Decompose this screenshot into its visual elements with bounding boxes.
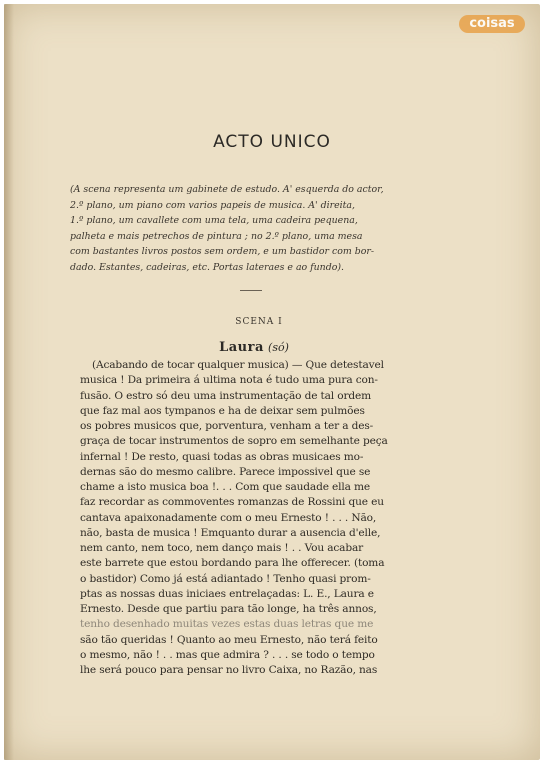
book-page (4, 4, 540, 760)
text-line: o bastidor) Como já está adiantado ! Tenho quasi prom- (80, 572, 371, 585)
text-line: Ernesto. Desde que partiu para tão longe, ha três annos, (80, 603, 377, 615)
text-line: faz recordar as commoventes romanzas de Rossini que eu (80, 496, 384, 509)
character-name: Laura (219, 340, 264, 355)
text-line: graça de tocar instrumentos de sopro em semelhante peça (80, 435, 388, 448)
text-line: infernal ! De resto, quasi todas as obras musicaes mo- (80, 450, 364, 463)
text-line: fusão. O estro só deu uma instrumentação de tal ordem (80, 389, 372, 402)
stage-line: 1.º plano, um cavallete com uma tela, uma cadeira pequena, (70, 215, 358, 226)
section-divider (240, 290, 262, 291)
text-line: lhe será pouco para pensar no livro Caixa, no Razão, nas (80, 664, 378, 676)
text-line: nem canto, nem toco, nem danço mais ! . . Vou acabar (80, 542, 364, 554)
text-line: tenho desenhado muitas vezes estas duas letras que me (80, 618, 374, 631)
stage-line: dado. Estantes, cadeiras, etc. Portas lateraes e ao fundo). (70, 261, 345, 273)
watermark-logo: coisas (459, 15, 525, 33)
text-line: o mesmo, não ! . . mas que admira ? . . . se todo o tempo (80, 648, 375, 661)
text-line: este barrete que estou bordando para lhe offerecer. (toma (80, 557, 385, 570)
character-note: (só) (268, 341, 289, 354)
monologue-text (80, 358, 420, 678)
text-line: chame a isto musica boa !. . . Com que saudade ella me (80, 481, 371, 493)
text-line: musica ! Da primeira á ultima nota é tudo uma pura con- (80, 374, 378, 387)
act-title: ACTO UNICO (213, 132, 331, 152)
text-line: são tão queridas ! Quanto ao meu Ernesto, não terá feito (80, 633, 378, 646)
text-line: não, basta de musica ! Emquanto durar a ausencia d'elle, (80, 526, 381, 539)
text-line: (Acabando de tocar qualquer musica) — Que detestavel (92, 359, 384, 371)
text-line: dernas são do mesmo calibre. Parece impossivel que se (80, 465, 371, 478)
stage-directions (70, 182, 420, 275)
stage-line: (A scena representa um gabinete de estudo. A' esquerda do actor, (70, 184, 384, 195)
stage-line: 2.º plano, um piano com varios papeis de musica. A' direita, (70, 199, 355, 211)
stage-line: palheta e mais petrechos de pintura ; no 2.º plano, uma mesa (70, 230, 363, 242)
scene-heading: SCENA I (235, 317, 283, 327)
text-line: os pobres musicos que, porventura, venham a ter a des- (80, 420, 374, 432)
character-heading (4, 340, 504, 355)
text-line: ptas as nossas duas iniciaes entrelaçadas: L. E., Laura e (80, 587, 374, 600)
text-line: cantava apaixonadamente com o meu Ernesto ! . . . Não, (80, 511, 377, 524)
page-spine-shadow (4, 4, 14, 760)
stage-line: com bastantes livros postos sem ordem, e um bastidor com bor- (70, 246, 375, 257)
text-line: que faz mal aos tympanos e ha de deixar sem pulmões (80, 404, 365, 417)
